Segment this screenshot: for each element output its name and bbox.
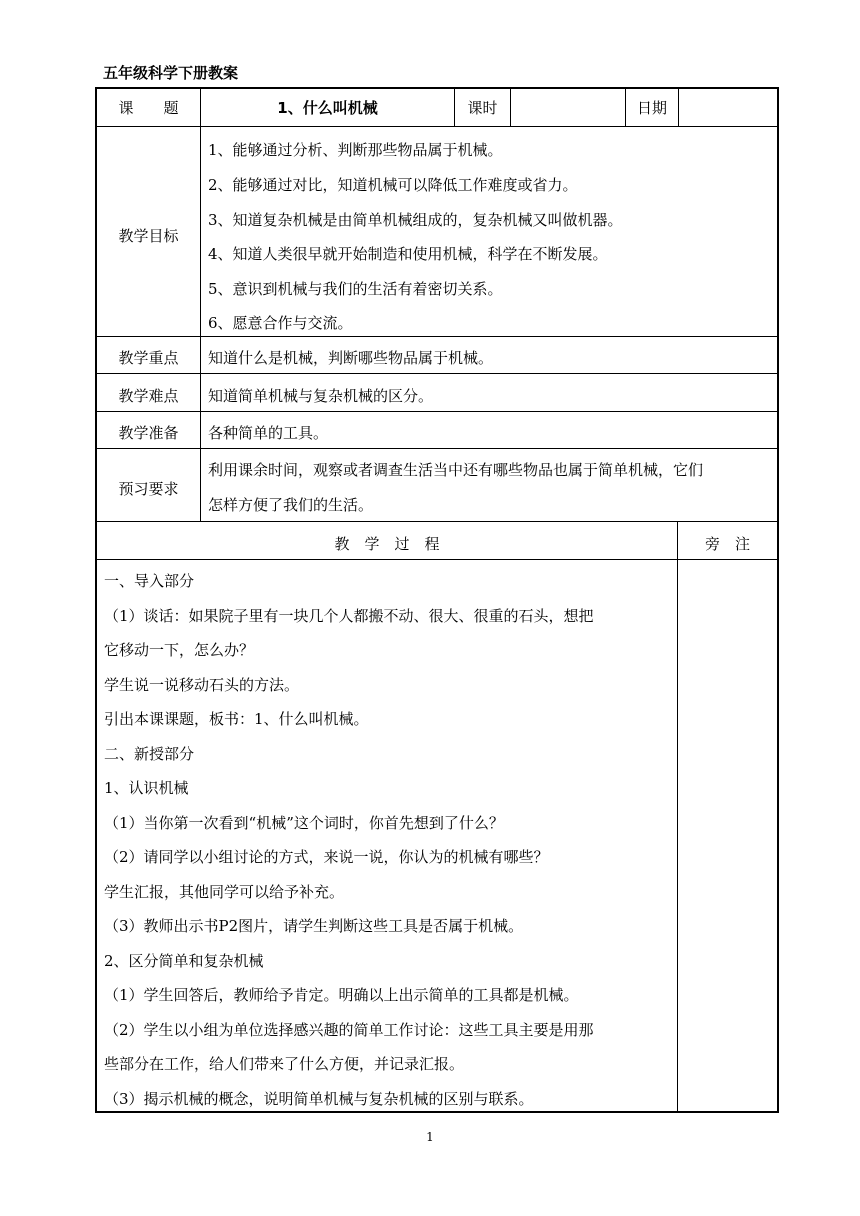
process-line: 二、新授部分	[104, 745, 195, 763]
preparation-label: 教学准备	[118, 424, 179, 442]
preview-line: 利用课余时间，观察或者调查生活当中还有哪些物品也属于简单机械，它们	[208, 461, 704, 479]
objective-item: 3、知道复杂机械是由简单机械组成的，复杂机械又叫做机器。	[208, 211, 623, 229]
objective-item: 1、能够通过分析、判断那些物品属于机械。	[208, 141, 503, 159]
process-line: （1）当你第一次看到“机械”这个词时，你首先想到了什么？	[104, 814, 504, 832]
row-divider	[97, 373, 777, 374]
objective-item: 4、知道人类很早就开始制造和使用机械，科学在不断发展。	[208, 245, 608, 263]
page-number: 1	[426, 1130, 434, 1144]
process-line: 些部分在工作，给人们带来了什么方便，并记录汇报。	[104, 1055, 465, 1073]
process-line: （2）学生以小组为单位选择感兴趣的简单工作讨论：这些工具主要是用那	[104, 1021, 594, 1039]
difficulties-label: 教学难点	[118, 387, 179, 405]
process-line: 引出本课课题，板书：1、什么叫机械。	[104, 710, 369, 728]
label-column-divider	[200, 89, 201, 521]
process-line: （3）揭示机械的概念，说明简单机械与复杂机械的区别与联系。	[104, 1090, 534, 1108]
difficulties-value: 知道简单机械与复杂机械的区分。	[208, 387, 434, 405]
document-title: 五年级科学下册教案	[103, 64, 239, 82]
process-line: 1、认识机械	[104, 779, 189, 797]
process-header: 教 学 过 程	[334, 535, 440, 553]
process-line: 2、区分简单和复杂机械	[104, 952, 264, 970]
process-line: 学生说一说移动石头的方法。	[104, 676, 300, 694]
row-divider	[97, 448, 777, 449]
header-column-divider	[510, 89, 511, 126]
period-label: 课时	[467, 99, 498, 117]
row-divider	[97, 559, 777, 560]
topic-label: 课 题	[118, 99, 179, 117]
preview-line: 怎样方便了我们的生活。	[208, 496, 374, 514]
row-divider	[97, 126, 777, 127]
objective-item: 6、愿意合作与交流。	[208, 314, 353, 332]
key-points-value: 知道什么是机械，判断哪些物品属于机械。	[208, 349, 494, 367]
objective-item: 5、意识到机械与我们的生活有着密切关系。	[208, 280, 503, 298]
date-label: 日期	[636, 99, 667, 117]
notes-header: 旁 注	[704, 535, 750, 553]
process-line: 学生汇报，其他同学可以给予补充。	[104, 883, 345, 901]
process-line: （1）学生回答后，教师给予肯定。明确以上出示简单的工具都是机械。	[104, 986, 579, 1004]
process-line: 一、导入部分	[104, 572, 195, 590]
process-line: （1）谈话：如果院子里有一块几个人都搬不动、很大、很重的石头，想把	[104, 607, 594, 625]
preview-label: 预习要求	[118, 480, 179, 498]
process-line: （2）请同学以小组讨论的方式，来说一说，你认为的机械有哪些？	[104, 848, 549, 866]
row-divider	[97, 336, 777, 337]
lesson-plan-table	[95, 87, 779, 1113]
notes-column-divider	[677, 521, 678, 1113]
objective-item: 2、能够通过对比，知道机械可以降低工作难度或省力。	[208, 176, 578, 194]
topic-value: 1、什么叫机械	[277, 99, 378, 117]
key-points-label: 教学重点	[118, 349, 179, 367]
row-divider	[97, 411, 777, 412]
objectives-label: 教学目标	[118, 227, 179, 245]
process-line: 它移动一下，怎么办？	[104, 641, 255, 659]
preparation-value: 各种简单的工具。	[208, 424, 329, 442]
header-column-divider	[678, 89, 679, 126]
row-divider	[97, 521, 777, 522]
process-line: （3）教师出示书P2图片，请学生判断这些工具是否属于机械。	[104, 917, 524, 935]
